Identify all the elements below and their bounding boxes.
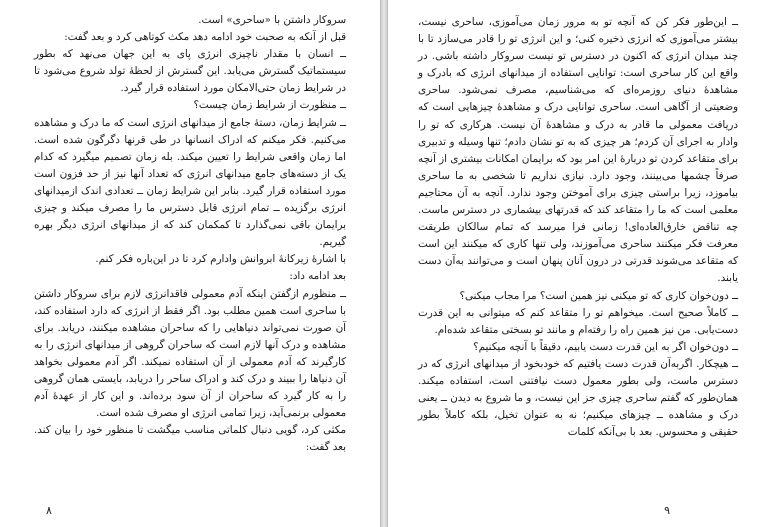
paragraph: با اشارهٔ زیرکانهٔ ابروانش وادارم کرد تا در این‌باره فکر کنم. [95, 253, 346, 266]
page-number: ۸ [46, 504, 52, 517]
paragraph: ــ دون‌خوان کاری که تو میکنی نیز همین است؟ مرا مجاب میکنی؟ [459, 289, 738, 302]
paragraph: ــ انسان با مقدار ناچیزی انرژی پای به این جهان می‌نهد که بطور سیستماتیک گسترش می‌یابد. این گسترش از لحظهٔ تولد شروع می‌شود تا در شرایط زمان حتی‌الامکان مورد استفاده قرار گیرد. [34, 48, 346, 95]
right-page [387, 0, 768, 527]
paragraph: ــ دون‌خوان اگر به این قدرت دست یابیم، دقیقاً با آنچه میکنیم؟ [473, 340, 738, 353]
paragraph: ــ منظورم ازگفتن اینکه آدم معمولی فاقدانرژی لازم برای سروکار داشتن با ساحری است همین مطلب بود. اگر فقط از انرژی که دارد استفاده کند، آن صورت نمی‌تواند دنیاهایی را که ساحران مشاهده میکنند، دریابد. برای مشاهده و درک آنها لازم است که ساحران گروهی از میدانهای انرژی را به کارگیرند که آدم معمولی از آن استفاده نمیکند. اگر آدم معمولی بخواهد آن دنیاها را ببیند و درک کند و ادراک ساحر را دریابد، بایستی همان گروهی را به کار گیرد که ساحران از آن سود برده‌اند. و این کار از عهدهٔ آدم معمولی برنمی‌آید، زیرا تمامی انرژی او مصرف شده است. [34, 287, 346, 420]
right-page-text [418, 14, 738, 441]
page-number: ۹ [664, 504, 670, 517]
paragraph: ــ هیچکار. اگربه‌آن قدرت دست یافتیم که خودبخود از میدانهای انرژی که در دسترس ماست، ولی بطور معمول دست نیافتنی است، استفاده میکند. همان‌طور که گفتم ساحری چیزی جز این نیست، و ما شروع به دیدن ــ یعنی درک و مشاهده ــ چیزهای میکنیم؛ نه به عنوان تخیل، بلکه کاملاً بطور حقیقی و محسوس. بعد با بی‌آنکه کلمات [418, 357, 738, 439]
left-page-text [34, 12, 346, 456]
paragraph: ــ منظورت از شرایط زمان چیست؟ [193, 99, 346, 112]
left-page [0, 0, 381, 527]
paragraph: سروکار داشتن با «ساحری» است. [198, 14, 346, 26]
paragraph: ــ شرایط زمان، دستهٔ جامع از میدانهای انرژی است که ما درک و مشاهده می‌کنیم. فکر میکنم که ادراک انسانها در طی قرنها دگرگون شده است. اما زمان واقعی شرایط را تعیین میکند. بله زمان تصمیم میگیرد که کدام یک از دسته‌های جامع میدانهای انرژی که تعداد آنها نیز از حد فزون است مورد استفاده قرار گیرد. بنابر این شرایط زمان ــ تعدادی اندک ازمیدانهای انرژی برگزیده ــ تمام انرژی قابل دسترس ما را مصرف میکند و چیزی برایمان باقی نمی‌گذارد تا کمکمان کند که از میدانهای انرژی دیگر بهره گیریم. [34, 116, 346, 249]
paragraph: مکثی کرد، گویی دنبال کلماتی مناسب میگشت تا منظور خود را بیان کند. بعد گفت: [34, 424, 346, 454]
paragraph: ــ این‌طور فکر کن که آنچه تو به مرور زمان می‌آموزی، ساحری نیست، بیشتر می‌آموزی که انرژی ذخیره کنی؛ و این انرژی تو را قادر می‌سازد تا با چند میدان انرژی که اکنون در دسترس تو نیست سروکار داشته باشی. در واقع این کار ساحری است: توانایی استفاده از میدانهای انرژی که بادرک و مشاهدهٔ دنیای روزمره‌ای که می‌شناسیم، مصرف نمی‌شود. ساحری وضعیتی از آگاهی است. ساحری توانایی درک و مشاهدهٔ چیزهایی است که دریافت معمولی ما قادر به درک و مشاهدهٔ آن نیست. هرکاری که تو را وادار به اجرای آن کردم؛ هر چیزی که به تو نشان دادم؛ تنها وسیله و تدبیری برای متقاعد کردن تو دربارهٔ این امر بود که برایمان امکانات بیشتری از آنچه صرفاً چشمها می‌بینند، وجود دارد. نیازی نداریم تا شخصی به ما ساحری بیاموزد، زیرا براستی چیزی برای آموختن وجود ندارد. آنچه به آن محتاجیم معلمی است که ما را متقاعد کند که قدرتهای بیشماری در دسترس ماست. چه تناقض خارق‌العاده‌ای! زمانی فرا میرسد که تمام سالکان طریقت معرفت فکر میکنند ساحری می‌آموزند، ولی تنها کاری که میکنند این است که متقاعد می‌شوند قدرتی در درون آنان پنهان است و می‌توانند به‌آن دست یابند. [418, 16, 738, 285]
paragraph: ــ کاملاً صحیح است. میخواهم تو را متقاعد کنم که میتوانی به این قدرت دست‌یابی. من نیز همین راه را رفته‌ام و مانند تو بسختی متقاعد شده‌ام. [418, 306, 738, 336]
paragraph: قبل از آنکه به صحبت خود ادامه دهد مکث کوتاهی کرد و بعد گفت: [64, 31, 346, 44]
paragraph: بعد ادامه داد: [289, 270, 346, 283]
